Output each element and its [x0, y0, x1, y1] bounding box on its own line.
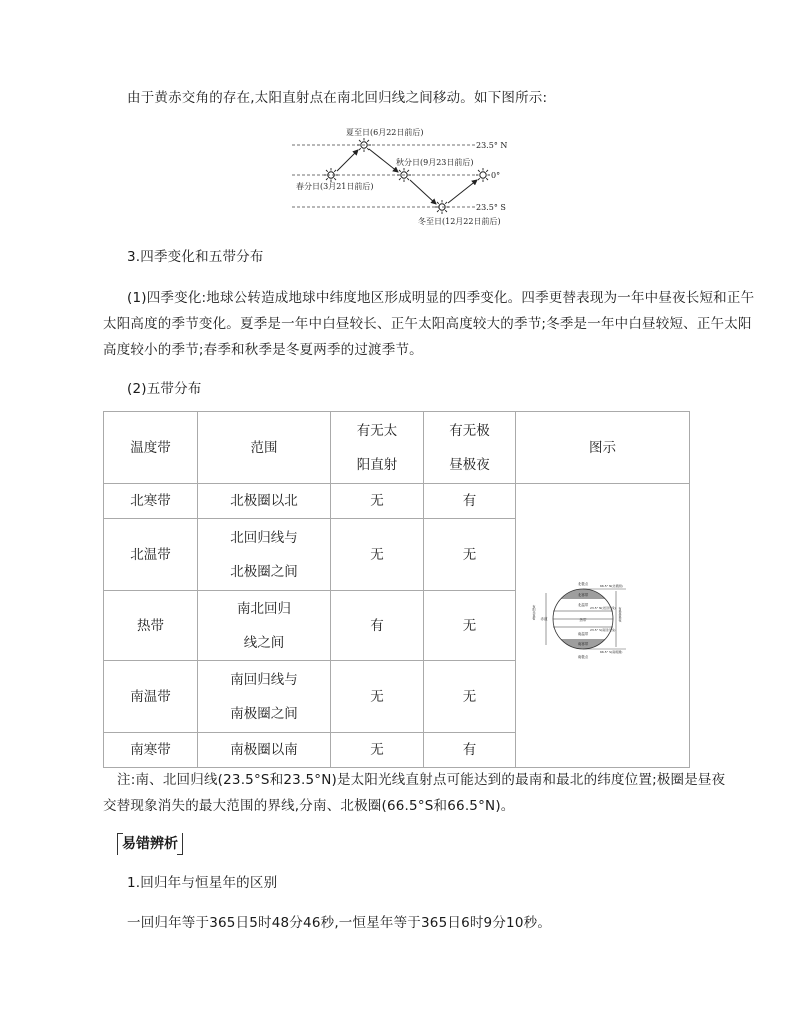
label-autumn-equinox: 秋分日(9月23日前后) — [396, 158, 474, 167]
cell-polar: 无 — [424, 591, 516, 661]
fig-tropic-capricorn: 23.5° S(南回归线) — [589, 628, 615, 632]
table-row — [104, 484, 690, 519]
header-direct-sun: 有无太 阳直射 — [331, 412, 424, 484]
label-spring-equinox: 春分日(3月21日前后) — [296, 182, 374, 191]
fig-north-pole: 北极点 — [577, 582, 588, 586]
fig-right-side: 有极昼极夜 — [617, 607, 622, 622]
cell-range: 南极圈以南 — [198, 733, 331, 768]
cell-direct: 无 — [331, 484, 424, 519]
sun-movement-diagram — [290, 124, 520, 230]
header-polar: 有无极 昼极夜 — [424, 412, 516, 484]
fig-tropic-cancer: 23.5° N(北回归线) — [589, 606, 616, 610]
fig-equator: 赤道 — [540, 617, 547, 621]
climate-zones-figure — [528, 578, 678, 660]
fig-n-frigid: 北寒带 — [577, 593, 588, 597]
label-summer-solstice: 夏至日(6月22日前后) — [346, 128, 424, 137]
section-title: 3.四季变化和五带分布 — [127, 249, 264, 265]
header-figure: 图示 — [516, 412, 690, 484]
cell-zone: 南寒带 — [104, 733, 198, 768]
label-lat-north: 23.5° N — [476, 141, 508, 150]
seasons-paragraph-line-3: 高度较小的季节;春季和秋季是冬夏两季的过渡季节。 — [103, 342, 423, 358]
zones-subtitle: (2)五带分布 — [127, 381, 202, 397]
item1-title: 1.回归年与恒星年的区别 — [127, 875, 278, 891]
cell-range: 南回归线与 南极圈之间 — [198, 661, 331, 733]
cell-polar: 有 — [424, 484, 516, 519]
sun-icon — [324, 168, 338, 182]
cell-zone: 热带 — [104, 591, 198, 661]
cell-direct: 无 — [331, 661, 424, 733]
note-line-1: 注:南、北回归线(23.5°S和23.5°N)是太阳光线直射点可能达到的最南和最北的纬度位置;极圈是昼夜 — [117, 772, 726, 788]
fig-south-pole: 南极点 — [577, 655, 588, 659]
cell-range: 南北回归 线之间 — [198, 591, 331, 661]
sun-icon — [476, 168, 490, 182]
cell-direct: 无 — [331, 519, 424, 591]
cell-range: 北回归线与 北极圈之间 — [198, 519, 331, 591]
cell-zone: 南温带 — [104, 661, 198, 733]
header-zone: 温度带 — [104, 412, 198, 484]
fig-s-frigid: 南寒带 — [577, 642, 588, 646]
cell-direct: 无 — [331, 733, 424, 768]
label-winter-solstice: 冬至日(12月22日前后) — [418, 217, 501, 226]
cell-polar: 有 — [424, 733, 516, 768]
seasons-paragraph-line-2: 太阳高度的季节变化。夏季是一年中白昼较长、正午太阳高度较大的季节;冬季是一年中白昼较短、正午太阳 — [103, 316, 752, 332]
table-header-row — [104, 412, 690, 484]
item1-text: 一回归年等于365日5时48分46秒,一恒星年等于365日6时9分10秒。 — [127, 915, 552, 931]
cell-polar: 无 — [424, 661, 516, 733]
cell-direct: 有 — [331, 591, 424, 661]
fig-s-temperate: 南温带 — [577, 632, 588, 636]
cell-figure — [516, 484, 690, 768]
cell-zone: 北温带 — [104, 519, 198, 591]
cell-zone: 北寒带 — [104, 484, 198, 519]
cell-polar: 无 — [424, 519, 516, 591]
fig-n-temperate: 北温带 — [577, 603, 588, 607]
label-lat-equator: 0° — [491, 171, 501, 180]
fig-tropics: 热带 — [579, 618, 586, 622]
label-lat-south: 23.5° S — [476, 203, 506, 212]
five-zones-table — [103, 411, 690, 768]
note-line-2: 交替现象消失的最大范围的界线,分南、北极圈(66.5°S和66.5°N)。 — [103, 798, 515, 814]
fig-arctic-circle: 66.5° N(北极圈) — [599, 584, 623, 588]
error-analysis-tag: 易错辨析 — [117, 833, 183, 855]
seasons-paragraph-line-1: (1)四季变化:地球公转造成地球中纬度地区形成明显的四季变化。四季更替表现为一年中昼夜长短和正午 — [127, 290, 755, 306]
fig-antarctic-circle: 66.5° S(南极圈) — [599, 650, 622, 654]
header-range: 范围 — [198, 412, 331, 484]
fig-left-side: 有阳光直射 — [531, 605, 536, 620]
cell-range: 北极圈以北 — [198, 484, 331, 519]
intro-text: 由于黄赤交角的存在,太阳直射点在南北回归线之间移动。如下图所示: — [127, 90, 548, 106]
